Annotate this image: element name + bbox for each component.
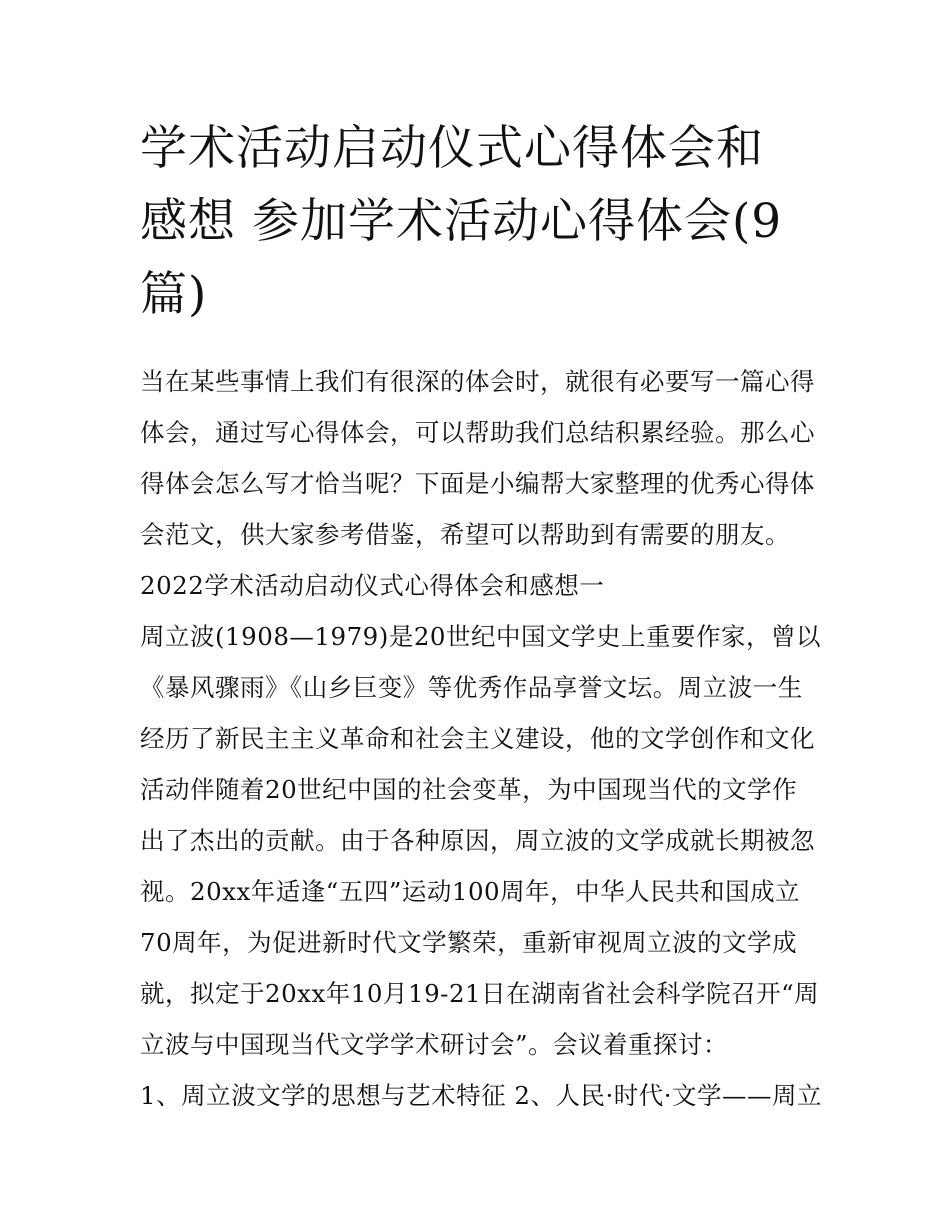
section-heading xyxy=(140,560,820,611)
body-paragraph xyxy=(140,611,820,1070)
text-line: 出了杰出的贡献。由于各种原因，周立波的文学成就长期被忽 xyxy=(140,826,815,855)
list-paragraph xyxy=(140,1070,823,1121)
text-line: 周立波(1908—1979)是20世纪中国文学史上重要作家，曾以 xyxy=(140,622,821,651)
section-heading-text: 2022学术活动启动仪式心得体会和感想一 xyxy=(140,571,605,600)
text-line: 体会，通过写心得体会，可以帮助我们总结积累经验。那么心 xyxy=(140,418,815,447)
text-line: 70周年，为促进新时代文学繁荣，重新审视周立波的文学成 xyxy=(140,928,798,957)
text-line: 立波与中国现当代文学学术研讨会”。会议着重探讨： xyxy=(140,1030,729,1059)
title-line: 学术活动启动仪式心得体会和 xyxy=(140,121,764,176)
text-line: 得体会怎么写才恰当呢？下面是小编帮大家整理的优秀心得体 xyxy=(140,469,815,498)
document-page xyxy=(140,112,823,1121)
text-line: 活动伴随着20世纪中国的社会变革，为中国现当代的文学作 xyxy=(140,775,798,804)
document-title xyxy=(140,112,820,331)
title-line: 篇) xyxy=(140,267,208,322)
text-line: 当在某些事情上我们有很深的体会时，就很有必要写一篇心得 xyxy=(140,367,815,396)
list-item: 1、周立波文学的思想与艺术特征 2、人民·时代·文学——周立 xyxy=(140,1081,823,1110)
text-line: 经历了新民主主义革命和社会主义建设，他的文学创作和文化 xyxy=(140,724,815,753)
text-line: 视。20xx年适逢“五四”运动100周年，中华人民共和国成立 xyxy=(140,877,801,906)
title-line: 感想 参加学术活动心得体会(9 xyxy=(140,194,783,249)
text-line: 会范文，供大家参考借鉴，希望可以帮助到有需要的朋友。 xyxy=(140,520,790,549)
text-line: 《暴风骤雨》《山乡巨变》等优秀作品享誉文坛。周立波一生 xyxy=(140,673,803,702)
text-line: 就，拟定于20xx年10月19-21日在湖南省社会科学院召开“周 xyxy=(140,979,820,1008)
intro-paragraph xyxy=(140,356,820,560)
